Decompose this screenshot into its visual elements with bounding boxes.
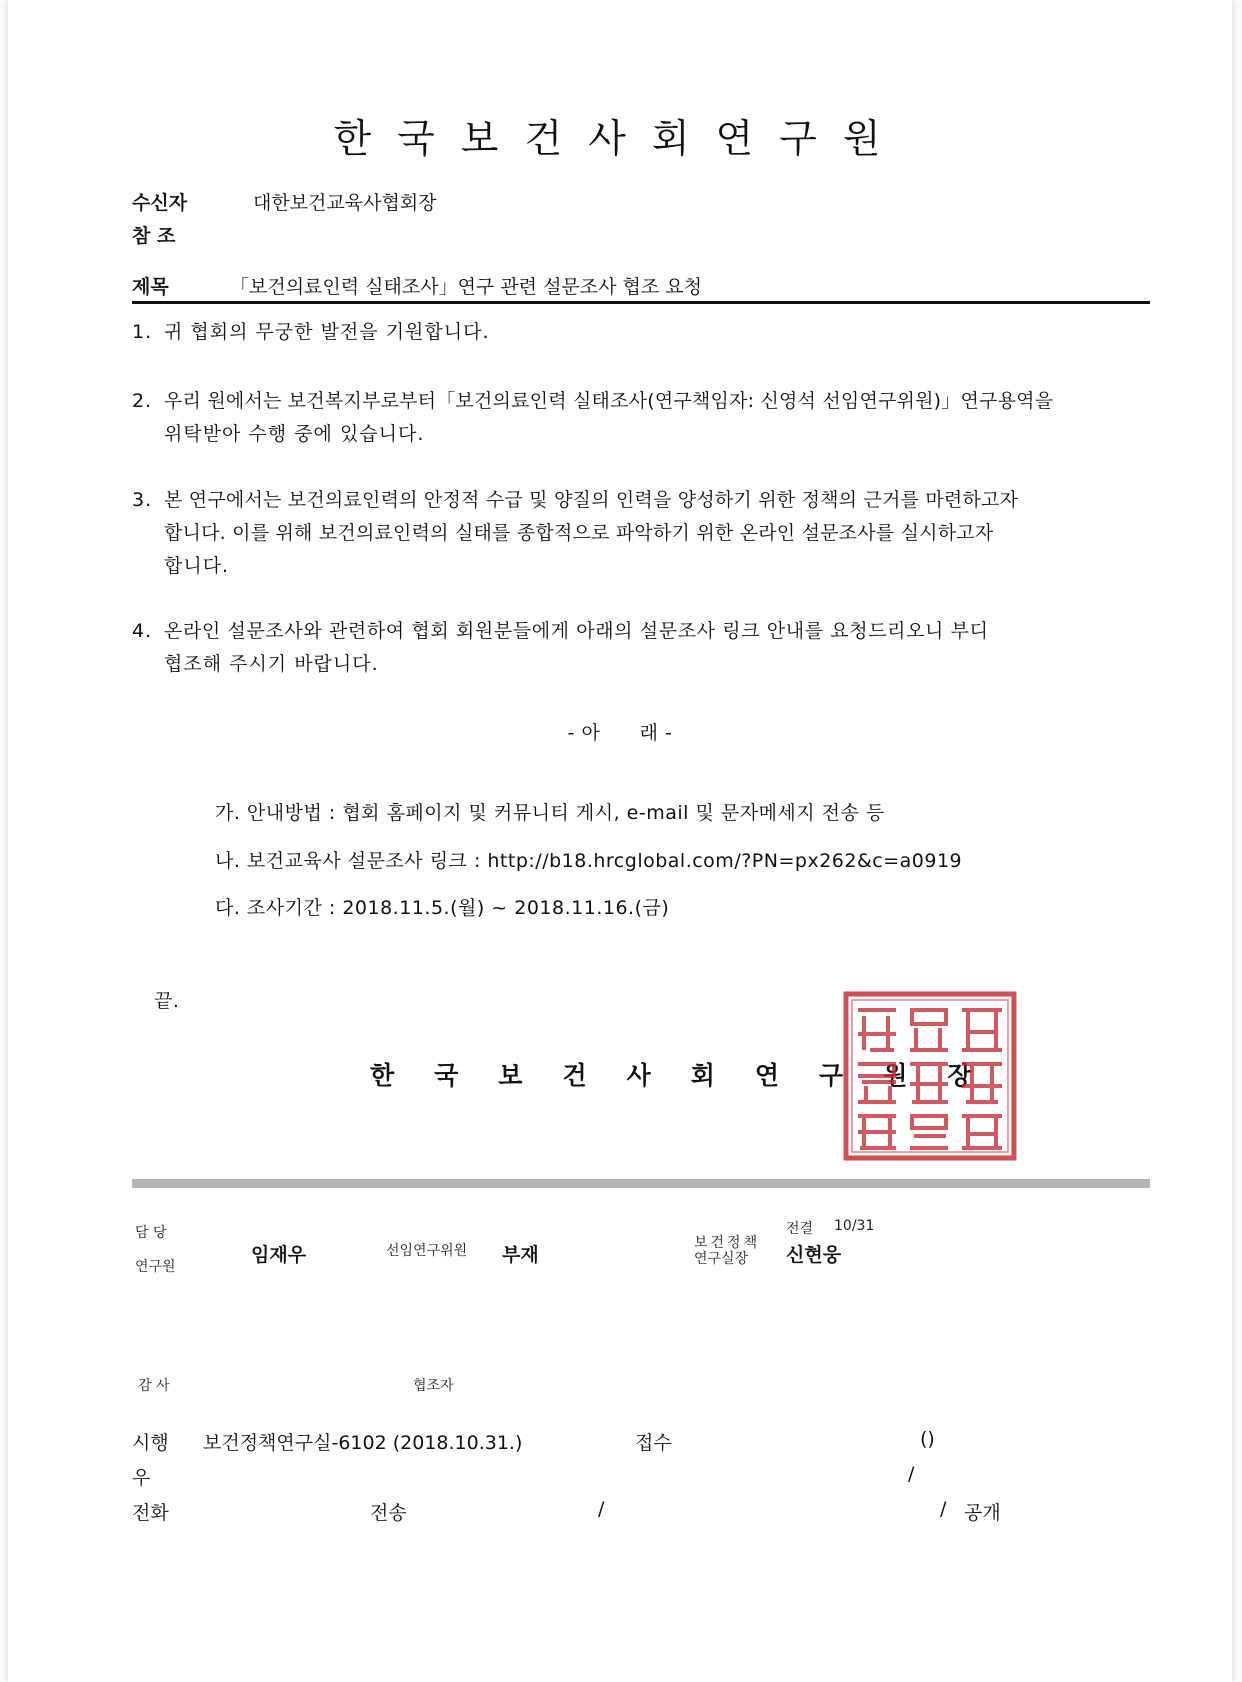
paragraph-4-number: 4. (132, 620, 153, 642)
approver-2-name: 부재 (502, 1244, 539, 1266)
paragraph-3-line-1: 본 연구에서는 보건의료인력의 안정적 수급 및 양질의 인력을 양성하기 위한 정책의 근거를 마련하고자 (164, 489, 1019, 511)
below-heading: - 아 래 - (567, 722, 673, 744)
subject-label: 제목 (132, 276, 169, 298)
reference-label: 참 조 (132, 225, 176, 247)
paragraph-3 (132, 484, 1152, 583)
paragraph-2-line-1: 우리 원에서는 보건복지부로부터「보건의료인력 실태조사(연구책임자: 신영석 선임연구위원)」연구용역을 (164, 390, 1054, 412)
paragraph-2-number: 2. (132, 390, 153, 412)
approver-3-name: 신현웅 (786, 1244, 842, 1266)
audit-label: 감 사 (138, 1378, 170, 1394)
item-da: 다. 조사기간 : 2018.11.5.(월) ~ 2018.11.16.(금) (215, 897, 670, 919)
approval-label: 전결 (786, 1221, 814, 1237)
public-label: 공개 (964, 1502, 1001, 1524)
enforce-value: 보건정책연구실-6102 (2018.10.31.) (203, 1432, 523, 1454)
role-3-line-2: 연구실장 (694, 1251, 749, 1267)
post-slash: / (908, 1463, 915, 1485)
paragraph-2 (132, 385, 1152, 451)
subject-value: 「보건의료인력 실태조사」연구 관련 설문조사 협조 요청 (230, 276, 702, 298)
paragraph-4 (132, 615, 1152, 681)
phone-label: 전화 (132, 1502, 169, 1524)
fax-label: 전송 (370, 1502, 407, 1524)
paragraph-3-line-2: 합니다. 이를 위해 보건의료인력의 실태를 종합적으로 파악하기 위한 온라인 설문조사를 실시하고자 (164, 522, 994, 544)
recipient-value: 대한보건교육사협회장 (253, 192, 437, 214)
role-2-label: 선임연구위원 (386, 1243, 468, 1259)
item-ga: 가. 안내방법 : 협회 홈페이지 및 커뮤니티 게시, e-mail 및 문자메세지 전송 등 (215, 802, 885, 824)
approver-1-name: 임재우 (251, 1244, 307, 1266)
paragraph-2-line-2: 위탁받아 수행 중에 있습니다. (164, 423, 425, 445)
paragraph-1 (132, 316, 1152, 349)
paragraph-1-text: 귀 협회의 무궁한 발전을 기원합니다. (164, 321, 490, 343)
cooperator-label: 협조자 (413, 1378, 454, 1394)
paragraph-4-line-2: 협조해 주시기 바랍니다. (164, 653, 379, 675)
enforce-label: 시행 (132, 1432, 169, 1454)
official-seal-stamp (842, 990, 1018, 1162)
recipient-label: 수신자 (132, 192, 188, 214)
end-mark: 끝. (154, 990, 180, 1012)
section-divider (132, 1179, 1150, 1188)
receipt-label: 접수 (635, 1432, 672, 1454)
document-page (8, 0, 1232, 1682)
item-na: 나. 보건교육사 설문조사 링크 : http://b18.hrcglobal.com/?PN=px262&c=a0919 (215, 850, 963, 872)
subject-rule (132, 301, 1150, 304)
paragraph-3-number: 3. (132, 489, 153, 511)
closing-sender: 한국보건사회연구원장 (370, 1061, 1012, 1090)
document-title: 한국보건사회연구원 (333, 117, 907, 162)
role-1-line-2: 연구원 (135, 1259, 176, 1275)
paragraph-1-number: 1. (132, 321, 153, 343)
public-slash: / (940, 1498, 947, 1520)
approval-date: 10/31 (834, 1218, 875, 1234)
fax-slash: / (598, 1498, 605, 1520)
role-1-line-1: 담 당 (135, 1225, 167, 1241)
role-3-line-1: 보건정책 (694, 1235, 761, 1251)
post-label: 우 (132, 1467, 151, 1489)
paragraph-3-line-3: 합니다. (164, 555, 230, 577)
paragraph-4-line-1: 온라인 설문조사와 관련하여 협회 회원분들에게 아래의 설문조사 링크 안내를 요청드리오니 부디 (164, 620, 989, 642)
receipt-value: () (920, 1428, 935, 1450)
